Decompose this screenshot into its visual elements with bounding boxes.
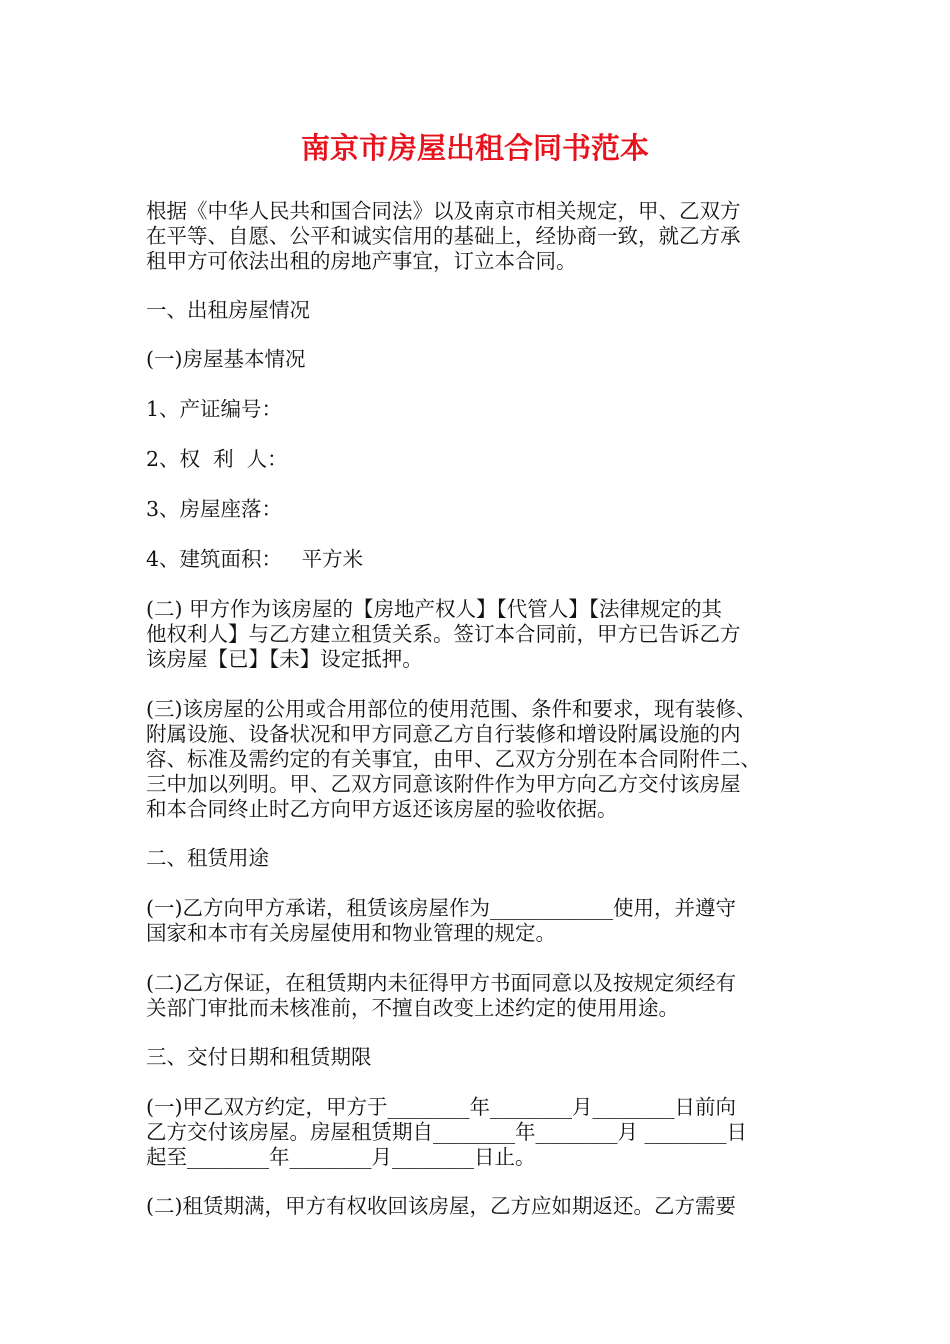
paragraph-line: 附属设施、设备状况和甲方同意乙方自行装修和增设附属设施的内 [146,722,741,746]
paragraph-line: (一)乙方向甲方承诺，租赁该房屋作为____________使用，并遵守 [146,896,736,920]
paragraph-line: 根据《中华人民共和国合同法》以及南京市相关规定，甲、乙双方 [146,199,741,223]
paragraph-line: (三)该房屋的公用或合用部位的使用范围、条件和要求，现有装修、 [146,697,757,721]
paragraph-line: 2、权 利 人： [146,447,288,471]
paragraph-line: 和本合同终止时乙方向甲方返还该房屋的验收依据。 [146,797,618,821]
paragraph-line: 关部门审批而未核准前，不擅自改变上述约定的使用用途。 [146,996,679,1020]
paragraph-line: 他权利人】与乙方建立租赁关系。签订本合同前，甲方已告诉乙方 [146,622,741,646]
paragraph-line: 该房屋【已】【未】设定抵押。 [146,647,423,671]
paragraph-line: 4、建筑面积： 平方米 [146,547,364,571]
paragraph-line: 在平等、自愿、公平和诚实信用的基础上，经协商一致，就乙方承 [146,224,741,248]
paragraph-line: 容、标准及需约定的有关事宜，由甲、乙双方分别在本合同附件二、 [146,747,761,771]
paragraph-line: (一)甲乙双方约定，甲方于________年________月________日前向 [146,1095,736,1119]
paragraph-line: (二)乙方保证，在租赁期内未征得甲方书面同意以及按规定须经有 [146,971,736,995]
document-title: 南京市房屋出租合同书范本 [300,131,649,165]
paragraph-line: 三中加以列明。甲、乙双方同意该附件作为甲方向乙方交付该房屋 [146,772,741,796]
paragraph-line: 租甲方可依法出租的房地产事宜，订立本合同。 [146,249,577,273]
paragraph-line: 三、交付日期和租赁期限 [146,1045,372,1069]
paragraph-line: (二)租赁期满，甲方有权收回该房屋，乙方应如期返还。乙方需要 [146,1194,736,1218]
paragraph-line: 1、产证编号： [146,397,283,421]
paragraph-line: 3、房屋座落： [146,497,283,521]
paragraph-line: 一、出租房屋情况 [146,298,310,322]
paragraph-line: 国家和本市有关房屋使用和物业管理的规定。 [146,921,556,945]
paragraph-line: 二、租赁用途 [146,846,269,870]
paragraph-line: (二) 甲方作为该房屋的【房地产权人】【代管人】【法律规定的其 [146,597,723,621]
paragraph-line: 乙方交付该房屋。房屋租赁期自________年________月 ________日 [146,1120,748,1144]
paragraph-line: 起至________年________月________日止。 [146,1145,536,1169]
paragraph-line: (一)房屋基本情况 [146,347,306,371]
